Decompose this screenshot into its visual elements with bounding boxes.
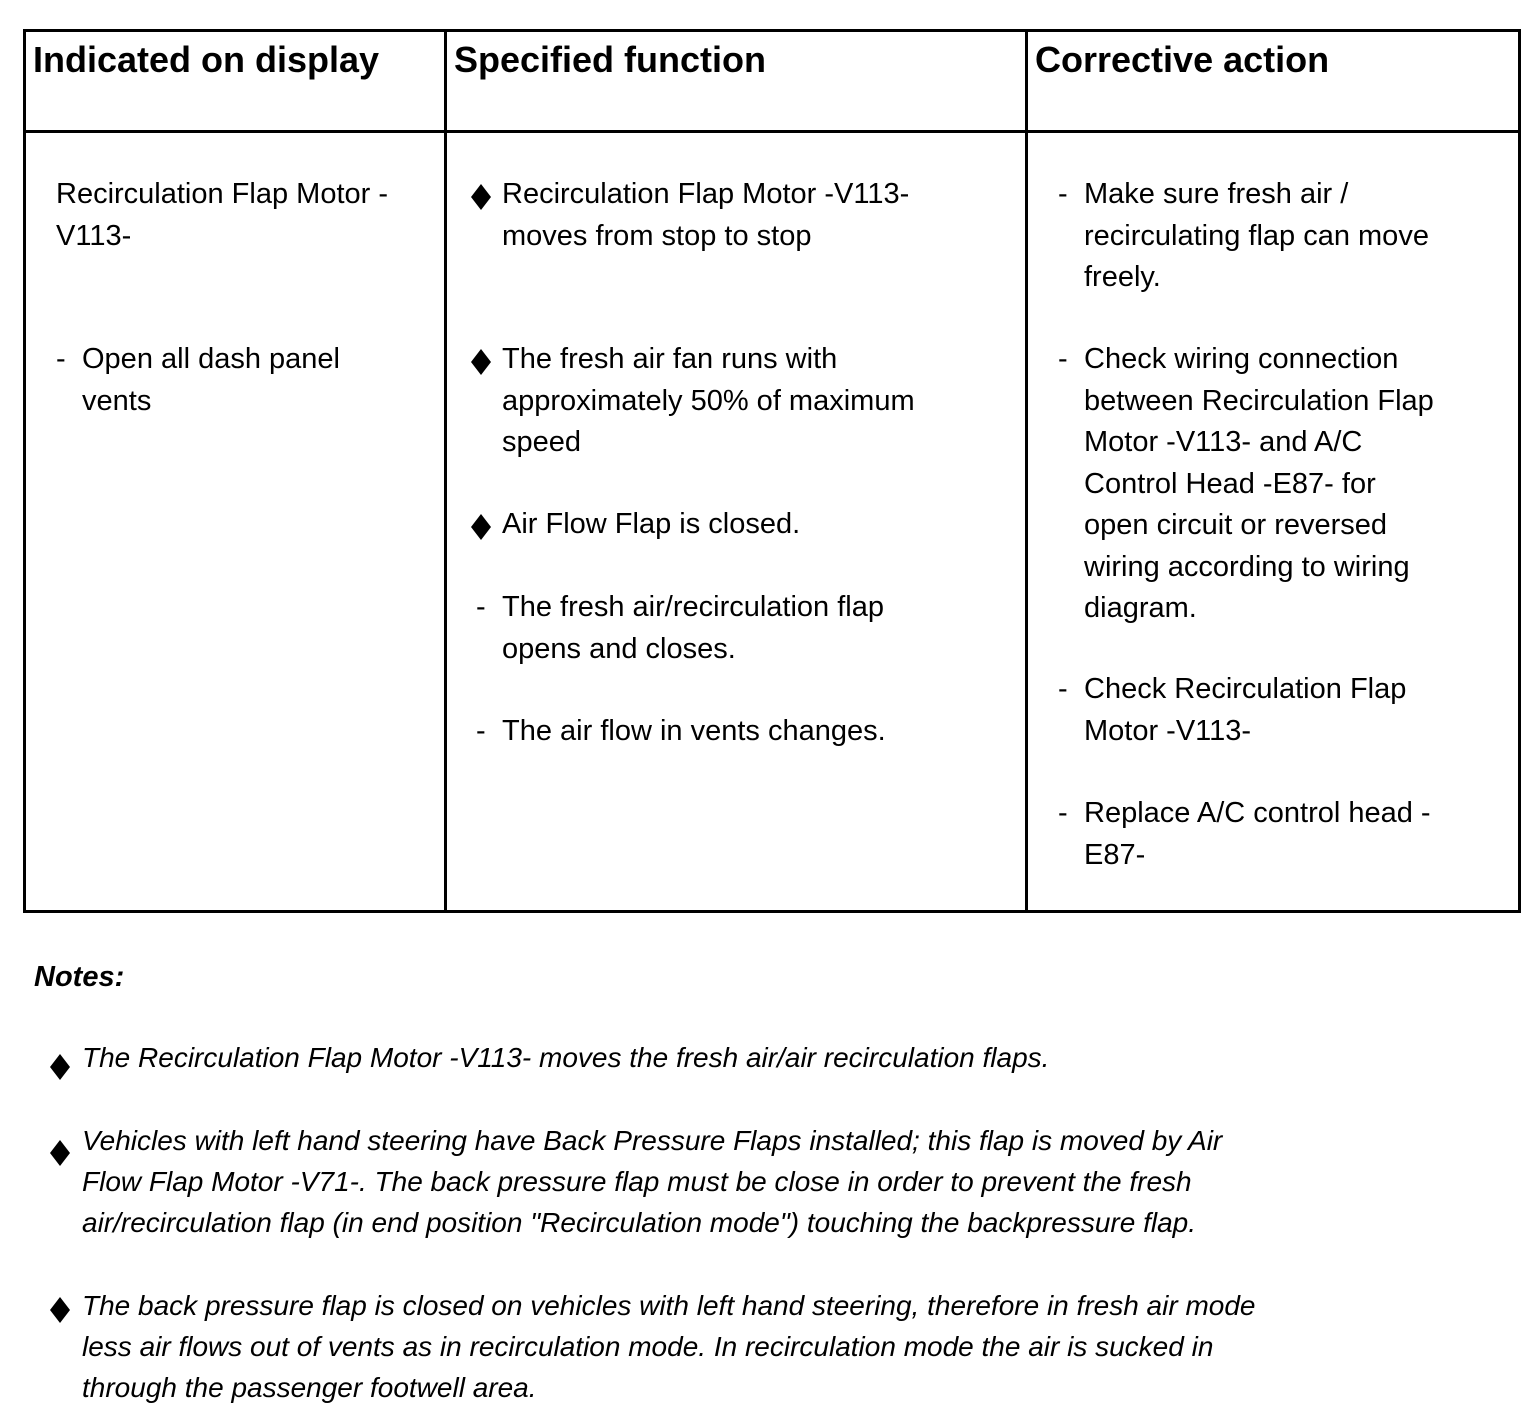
column-divider [1025, 32, 1028, 910]
text-line: V113- [56, 219, 132, 252]
text-line: air/recirculation flap (in end position "Recirculation mode") touching the backpressure flap. [82, 1207, 1197, 1238]
specified-item [502, 587, 884, 670]
text-line: E87- [1084, 838, 1146, 871]
corrective-item [1084, 174, 1429, 299]
diagnosis-table [23, 29, 1521, 913]
text-line: speed [502, 426, 582, 458]
text-line: recirculating flap can move [1084, 219, 1429, 252]
text-line: The Recirculation Flap Motor -V113- moves the fresh air/air recirculation flaps. [82, 1042, 1050, 1073]
header-indicated-on-display: Indicated on display [33, 39, 380, 80]
diamond-bullet-icon [470, 513, 492, 541]
specified-item [502, 339, 915, 464]
text-line: moves from stop to stop [502, 219, 812, 252]
text-line: Motor -V113- and A/C [1084, 426, 1363, 458]
specified-item [502, 711, 886, 753]
dash-marker: - [56, 343, 66, 375]
dash-marker: - [476, 591, 486, 623]
note-item [82, 1285, 1256, 1408]
dash-marker: - [1058, 343, 1068, 375]
note-item [82, 1037, 1049, 1078]
text-line: wiring according to wiring [1084, 550, 1410, 583]
note-item [82, 1120, 1222, 1243]
text-line: The air flow in vents changes. [502, 715, 886, 747]
text-line: approximately 50% of maximum [502, 384, 915, 417]
text-line: The back pressure flap is closed on vehicles with left hand steering, therefore in fresh air mode [82, 1290, 1256, 1321]
dash-marker: - [1058, 178, 1068, 210]
text-line: Make sure fresh air / [1084, 178, 1349, 210]
text-line: Check Recirculation Flap [1084, 673, 1407, 705]
text-line: vents [82, 384, 152, 417]
text-line: through the passenger footwell area. [82, 1372, 537, 1403]
text-line: diagram. [1084, 592, 1197, 624]
column-divider [444, 32, 447, 910]
notes-title: Notes: [34, 961, 125, 993]
header-divider [26, 130, 1518, 133]
corrective-item [1084, 339, 1434, 630]
text-line: Control Head -E87- for [1084, 467, 1376, 500]
text-line: Air Flow Flap is closed. [502, 508, 801, 540]
diamond-bullet-icon [49, 1296, 71, 1324]
text-line: Motor -V113- [1084, 714, 1252, 747]
text-line: Open all dash panel [82, 343, 340, 375]
header-specified-function: Specified function [454, 39, 767, 80]
specified-item [502, 174, 909, 257]
indicated-step [82, 339, 340, 422]
diamond-bullet-icon [470, 183, 492, 211]
diamond-bullet-icon [49, 1053, 71, 1081]
text-line: Flow Flap Motor -V71-. The back pressure flap must be close in order to prevent the fresh [82, 1166, 1192, 1197]
text-line: opens and closes. [502, 632, 736, 665]
text-line: less air flows out of vents as in recirculation mode. In recirculation mode the air is sucked in [82, 1331, 1214, 1362]
text-line: open circuit or reversed [1084, 509, 1388, 541]
text-line: Vehicles with left hand steering have Back Pressure Flaps installed; this flap is moved by Air [82, 1125, 1223, 1156]
text-line: Recirculation Flap Motor -V113- [502, 178, 910, 210]
text-line: between Recirculation Flap [1084, 384, 1434, 417]
dash-marker: - [476, 715, 486, 747]
specified-item [502, 504, 800, 546]
header-corrective-action: Corrective action [1035, 39, 1330, 80]
diamond-bullet-icon [470, 348, 492, 376]
text-line: freely. [1084, 261, 1161, 293]
text-line: The fresh air fan runs with [502, 343, 838, 375]
corrective-item [1084, 669, 1406, 752]
text-line: Recirculation Flap Motor - [56, 178, 388, 210]
dash-marker: - [1058, 797, 1068, 829]
dash-marker: - [1058, 673, 1068, 705]
text-line: Replace A/C control head - [1084, 797, 1431, 829]
diamond-bullet-icon [49, 1139, 71, 1167]
indicated-component [56, 174, 388, 257]
corrective-item [1084, 793, 1431, 876]
text-line: Check wiring connection [1084, 343, 1399, 375]
text-line: The fresh air/recirculation flap [502, 591, 884, 623]
